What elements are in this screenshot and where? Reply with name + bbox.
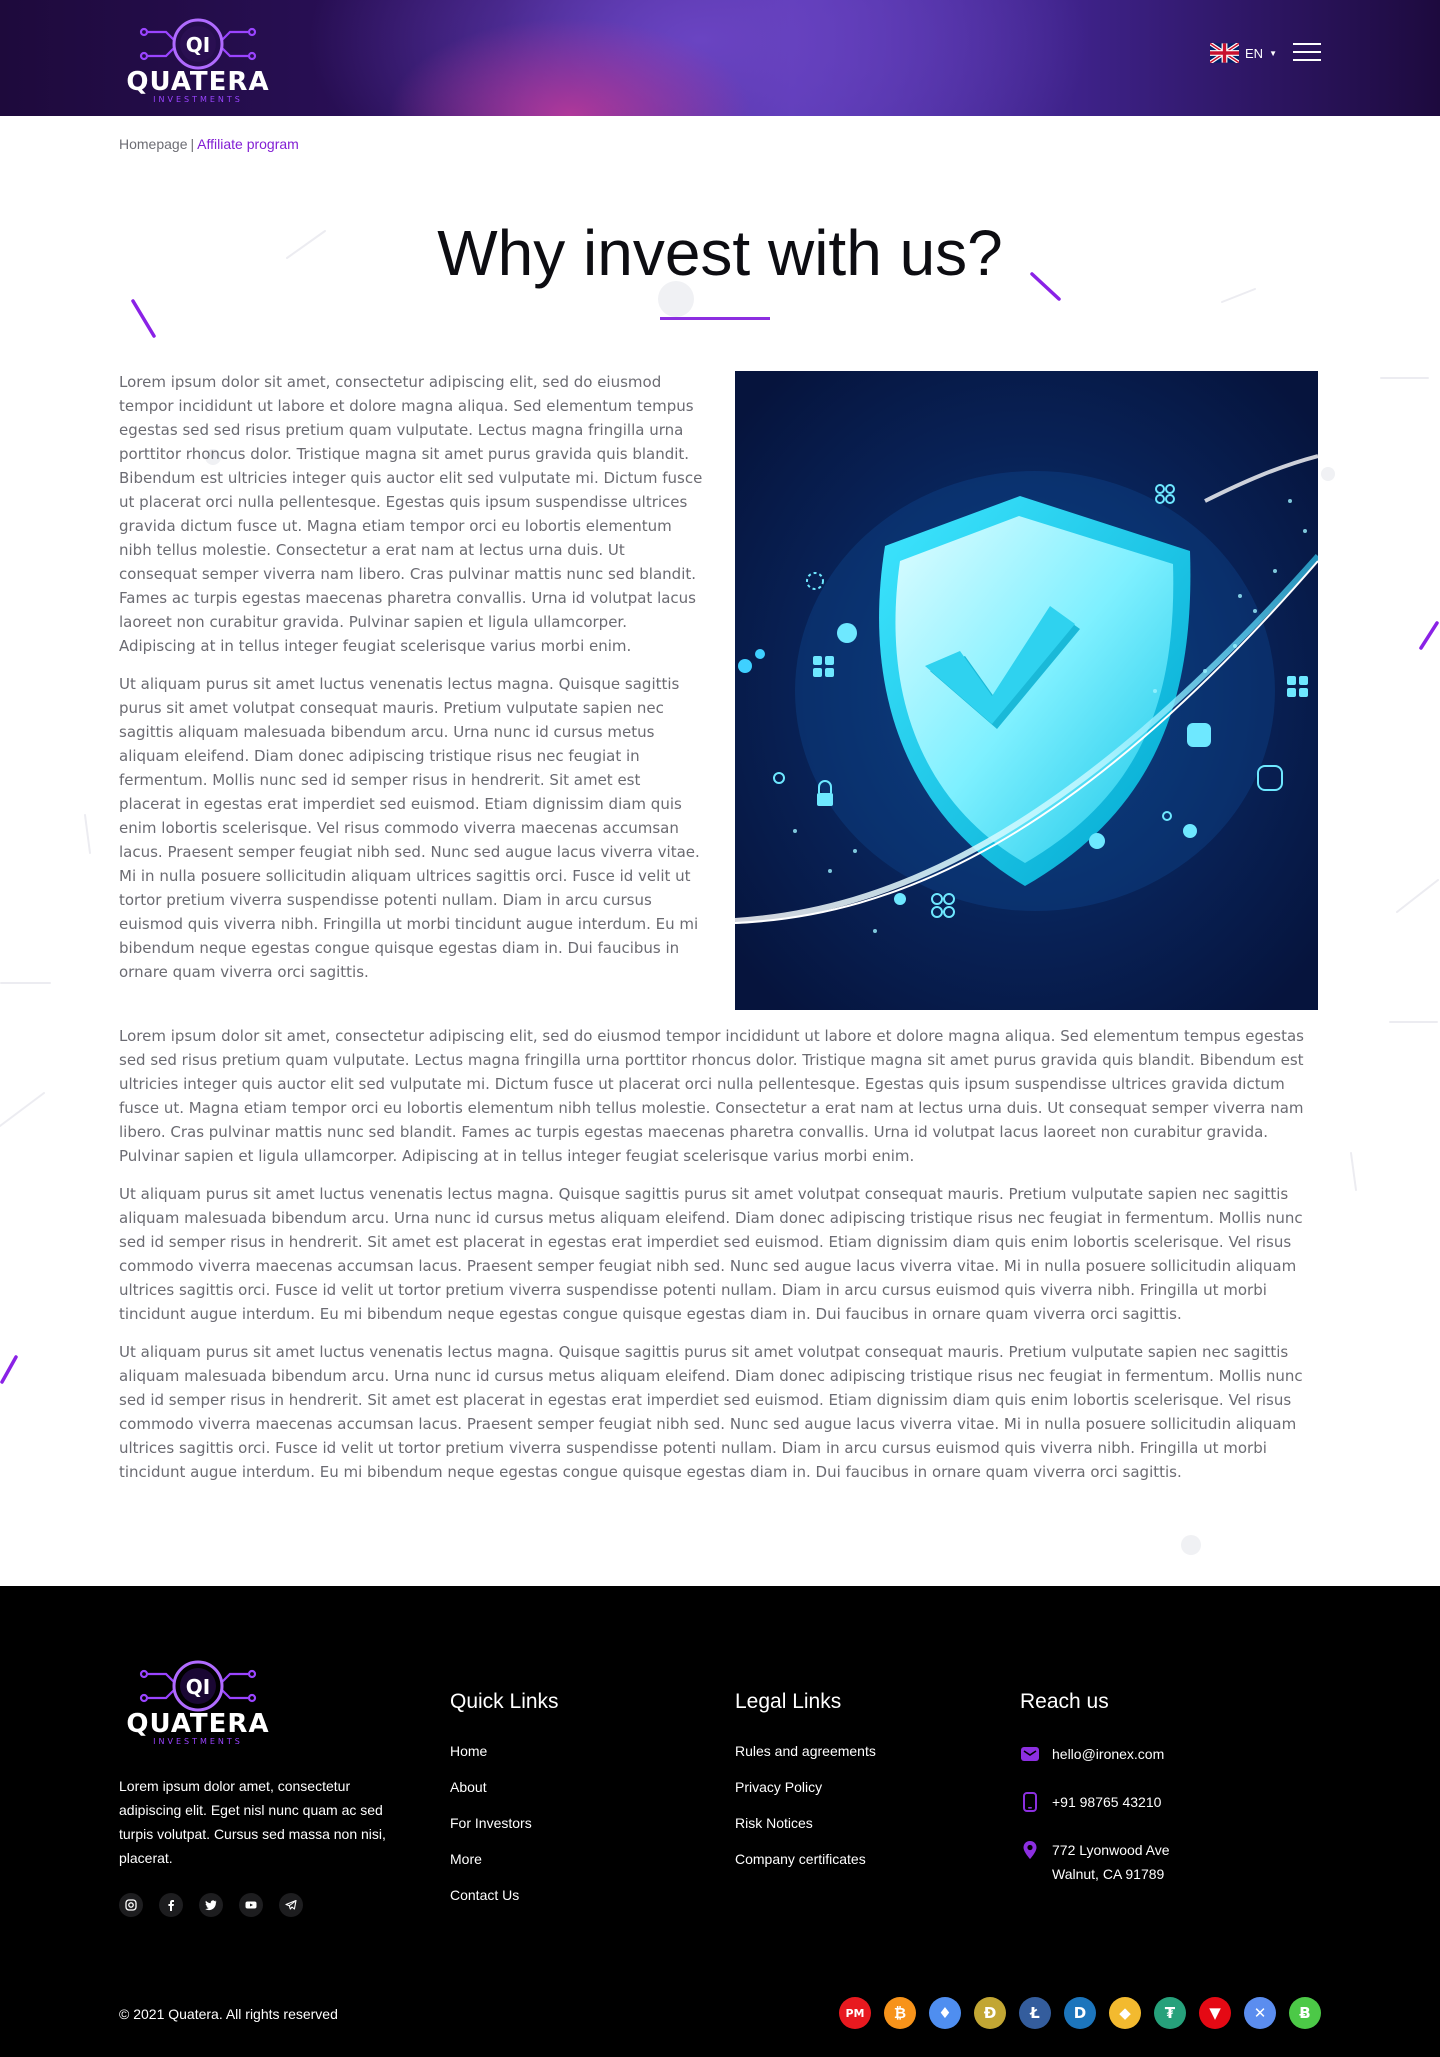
quatera-logo[interactable] (118, 1652, 278, 1748)
bitcoin-cash-icon: Ƀ (1289, 1997, 1321, 2029)
paragraph: Lorem ipsum dolor sit amet, consectetur adipiscing elit, sed do eiusmod tempor incididunt ut labore et dolore magna aliqua. Sed elementum tempus egestas sed sed risus pretium quam vulputate. Lectus magna fringilla urna porttitor rhoncus dolor. Tristique magna sit amet purus gravida quis blandit. Bibendum est ultricies integer quis auctor elit sed vulputate mi. Dictum fusce ut placerat orci nulla pellentesque. Egestas quis ipsum suspendisse ultrices gravida dictum fusce ut. Magna etiam tempor orci eu lobortis elementum nibh tellus molestie. Consectetur a erat nam at lectus urna duis. Ut consequat semper viverra nam libero. Cras pulvinar mattis nunc sed blandit. Fames ac turpis egestas maecenas pharetra convallis. Urna id volutpat lacus laoreet non curabitur gravida. Pulvinar sapien et ligula ullamcorper. Adipiscing at in tellus integer feugiat scelerisque varius morbi enim. (119, 1027, 1304, 1165)
footer-link-contact-us[interactable]: Contact Us (450, 1887, 520, 1903)
address-line-2: Walnut, CA 91789 (1052, 1866, 1165, 1882)
youtube-icon[interactable] (239, 1893, 263, 1917)
reach-us-column (1020, 1690, 1320, 1910)
perfect-money-icon: PM (839, 1997, 871, 2029)
location-pin-icon (1020, 1840, 1040, 1860)
ethereum-icon: ♦ (929, 1997, 961, 2029)
legal-links-heading: Legal Links (735, 1690, 842, 1713)
tron-icon: ▼ (1199, 1997, 1231, 2029)
language-label: EN (1245, 45, 1264, 61)
reach-us-heading: Reach us (1020, 1690, 1109, 1713)
paragraph: Ut aliquam purus sit amet luctus venenatis lectus magna. Quisque sagittis purus sit amet volutpat consequat mauris. Pretium vulputate sapien nec sagittis aliquam malesuada bibendum arcu. Urna nunc id cursus metus aliquam eleifend. Diam donec adipiscing tristique risus nec feugiat in fermentum. Mollis nunc sed id semper risus in hendrerit. Sit amet est placerat in egestas erat imperdiet sed euismod. Etiam dignissim diam quis enim lobortis scelerisque. Vel risus commodo viverra maecenas accumsan lacus. Praesent semper feugiat nibh sed. Nunc sed augue lacus viverra vitae. Mi in nulla posuere sollicitudin aliquam ultrices sagittis orci. Fusce id velit ut tortor pretium viverra suspendisse potenti nullam. Diam in arcu cursus euismod quis viverra nibh. Fringilla ut morbi tincidunt augue interdum. Eu mi bibendum neque egestas congue quisque egestas diam in. Dui faucibus in ornare quam viverra orci sagittis. (119, 1185, 1303, 1323)
facebook-icon[interactable] (159, 1893, 183, 1917)
bitcoin-icon: ₿ (884, 1997, 916, 2029)
page-title: Why invest with us? (437, 217, 1003, 289)
copyright: © 2021 Quatera. All rights reserved (119, 2006, 338, 2022)
chevron-down-icon: ▼ (1269, 48, 1277, 58)
paragraph: Ut aliquam purus sit amet luctus venenatis lectus magna. Quisque sagittis purus sit amet volutpat consequat mauris. Pretium vulputate sapien nec sagittis aliquam malesuada bibendum arcu. Urna nunc id cursus metus aliquam eleifend. Diam donec adipiscing tristique risus nec feugiat in fermentum. Mollis nunc sed id semper risus in hendrerit. Sit amet est placerat in egestas erat imperdiet sed euismod. Etiam dignissim diam quis enim lobortis scelerisque. Vel risus commodo viverra maecenas accumsan lacus. Praesent semper feugiat nibh sed. Nunc sed augue lacus viverra vitae. Mi in nulla posuere sollicitudin aliquam ultrices sagittis orci. Fusce id velit ut tortor pretium viverra suspendisse potenti nullam. Diam in arcu cursus euismod quis viverra nibh. Fringilla ut morbi tincidunt augue interdum. Eu mi bibendum neque egestas congue quisque egestas diam in. Dui faucibus in ornare quam viverra orci sagittis. (119, 675, 700, 981)
instagram-icon[interactable] (119, 1893, 143, 1917)
contact-email[interactable] (1020, 1742, 1320, 1766)
footer-link-about[interactable]: About (450, 1779, 487, 1795)
footer-link-certificates[interactable]: Company certificates (735, 1851, 866, 1867)
contact-address (1020, 1838, 1320, 1886)
svg-text:INVESTMENTS: INVESTMENTS (153, 1737, 243, 1746)
site-footer (0, 1586, 1440, 2057)
paragraph: Lorem ipsum dolor sit amet, consectetur adipiscing elit, sed do eiusmod tempor incididunt ut labore et dolore magna aliqua. Sed elementum tempus egestas sed sed risus pretium quam vulputate. Lectus magna fringilla urna porttitor rhoncus dolor. Tristique magna sit amet purus gravida quis blandit. Bibendum est ultricies integer quis auctor elit sed vulputate mi. Dictum fusce ut placerat orci nulla pellentesque. Egestas quis ipsum suspendisse ultrices gravida dictum fusce ut. Magna etiam tempor orci eu lobortis elementum nibh tellus molestie. Consectetur a erat nam at lectus urna duis. Ut consequat semper viverra nam libero. Cras pulvinar mattis nunc sed blandit. Fames ac turpis egestas maecenas pharetra convallis. Urna id volutpat lacus laoreet non curabitur gravida. Pulvinar sapien et ligula ullamcorper. Adipiscing at in tellus integer feugiat scelerisque varius morbi enim. (119, 373, 703, 655)
body-text (119, 1024, 1318, 1498)
footer-link-rules[interactable]: Rules and agreements (735, 1743, 876, 1759)
tether-icon: ₮ (1154, 1997, 1186, 2029)
svg-text:QI: QI (185, 1675, 211, 1699)
social-links (119, 1893, 303, 1917)
dash-icon: D (1064, 1997, 1096, 2029)
quick-links-heading: Quick Links (450, 1690, 559, 1713)
breadcrumb-separator: | (190, 136, 195, 152)
litecoin-icon: Ł (1019, 1997, 1051, 2029)
breadcrumb-current[interactable]: Affiliate program (197, 136, 299, 152)
footer-link-home[interactable]: Home (450, 1743, 488, 1759)
footer-about-text: Lorem ipsum dolor amet, consectetur adipiscing elit. Eget nisl nunc quam ac sed turpis volutpat. Cursus sed massa non nisi, placerat. (119, 1778, 386, 1866)
svg-text:QI: QI (185, 33, 211, 57)
svg-text:QUATERA: QUATERA (126, 67, 270, 97)
email-value: hello@ironex.com (1052, 1746, 1165, 1762)
svg-text:INVESTMENTS: INVESTMENTS (153, 95, 243, 104)
legal-links-column (735, 1690, 876, 1886)
ripple-icon: ✕ (1244, 1997, 1276, 2029)
binance-icon: ◆ (1109, 1997, 1141, 2029)
mail-icon (1020, 1744, 1040, 1764)
payment-methods (839, 1997, 1321, 2029)
svg-text:QUATERA: QUATERA (126, 1709, 270, 1739)
phone-icon (1020, 1792, 1040, 1812)
address-line-1: 772 Lyonwood Ave (1052, 1842, 1170, 1858)
quick-links-column (450, 1690, 559, 1922)
footer-link-privacy[interactable]: Privacy Policy (735, 1779, 823, 1795)
twitter-icon[interactable] (199, 1893, 223, 1917)
security-shield-illustration (735, 371, 1318, 1010)
dogecoin-icon: Ð (974, 1997, 1006, 2029)
telegram-icon[interactable] (279, 1893, 303, 1917)
breadcrumb-home[interactable]: Homepage (119, 136, 188, 152)
phone-value: +91 98765 43210 (1052, 1794, 1162, 1810)
footer-link-for-investors[interactable]: For Investors (450, 1815, 532, 1831)
footer-link-risk[interactable]: Risk Notices (735, 1815, 813, 1831)
footer-link-more[interactable]: More (450, 1851, 482, 1867)
title-underline (660, 317, 770, 320)
paragraph: Ut aliquam purus sit amet luctus venenatis lectus magna. Quisque sagittis purus sit amet volutpat consequat mauris. Pretium vulputate sapien nec sagittis aliquam malesuada bibendum arcu. Urna nunc id cursus metus aliquam eleifend. Diam donec adipiscing tristique risus nec feugiat in fermentum. Mollis nunc sed id semper risus in hendrerit. Sit amet est placerat in egestas erat imperdiet sed euismod. Etiam dignissim diam quis enim lobortis scelerisque. Vel risus commodo viverra maecenas accumsan lacus. Praesent semper feugiat nibh sed. Nunc sed augue lacus viverra vitae. Mi in nulla posuere sollicitudin aliquam ultrices sagittis orci. Fusce id velit ut tortor pretium viverra suspendisse potenti nullam. Diam in arcu cursus euismod quis viverra nibh. Fringilla ut morbi tincidunt augue interdum. Eu mi bibendum neque egestas congue quisque egestas diam in. Dui faucibus in ornare quam viverra orci sagittis. (119, 1343, 1303, 1481)
contact-phone[interactable] (1020, 1790, 1320, 1814)
